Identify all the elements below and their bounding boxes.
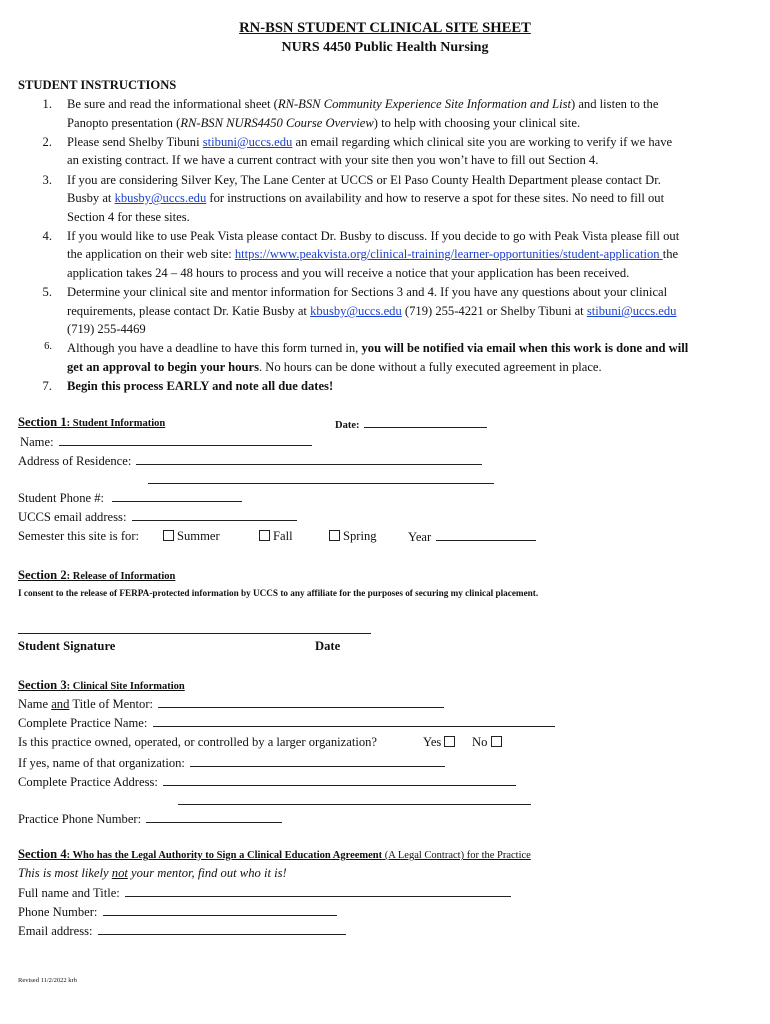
text: ) and listen to the xyxy=(571,97,659,111)
section-title: : Who has the Legal Authority to Sign a Clinical Education Agreement xyxy=(66,850,383,861)
uccs-email-field[interactable] xyxy=(18,509,297,525)
practice-address-blank[interactable] xyxy=(163,774,516,786)
full-name-label: Full name and Title: xyxy=(18,886,123,900)
email-link-stibuni[interactable]: stibuni@uccs.edu xyxy=(586,304,677,318)
item-line: If you would like to use Peak Vista please contact Dr. Busby to discuss. If you decide to go with Peak Vista please fill out xyxy=(67,229,680,243)
item-line xyxy=(67,304,676,319)
item-line xyxy=(67,341,688,356)
section-number: Section 2 xyxy=(18,568,67,582)
revision-note: Revised 11/2/2022 krb xyxy=(18,977,77,984)
option-label: Spring xyxy=(343,529,377,543)
phone-label: Phone Number: xyxy=(18,905,101,919)
signature-label: Student Signature xyxy=(18,639,116,653)
authority-name-field[interactable] xyxy=(18,885,511,901)
fall-checkbox[interactable] xyxy=(259,529,293,544)
ownership-yes[interactable] xyxy=(423,735,458,750)
section-number: Section 3 xyxy=(18,678,67,692)
item-line: Begin this process EARLY and note all due dates! xyxy=(67,379,334,393)
practice-address-blank-2[interactable] xyxy=(178,793,531,805)
email-label: Email address: xyxy=(18,924,96,938)
email-link-kbusby[interactable]: kbusby@uccs.edu xyxy=(310,304,402,318)
practice-phone-label: Practice Phone Number: xyxy=(18,812,145,826)
text: and xyxy=(51,697,70,711)
item-line xyxy=(67,116,580,131)
peakvista-link[interactable]: https://www.peakvista.org/clinical-training/learner-opportunities/student-application xyxy=(234,247,663,261)
ownership-no[interactable] xyxy=(472,735,505,750)
text: Please send Shelby Tibuni xyxy=(67,135,203,149)
notification-note: you will be notified via email when this work is done and will xyxy=(361,341,689,355)
organization-field[interactable] xyxy=(18,755,445,771)
item-line xyxy=(67,135,672,150)
item-number: 2. xyxy=(42,135,52,149)
form-title: RN-BSN STUDENT CLINICAL SITE SHEET xyxy=(239,20,531,36)
year-field[interactable] xyxy=(408,529,536,545)
authority-note xyxy=(18,866,287,881)
item-line: application takes 24 – 48 hours to process and you will receive a notice that your application has been received. xyxy=(67,266,630,280)
presentation-title: RN-BSN NURS4450 Course Overview xyxy=(180,116,374,130)
item-line xyxy=(67,247,678,262)
section-1-heading xyxy=(18,415,165,430)
info-sheet-title: RN-BSN Community Experience Site Information and List xyxy=(277,97,571,111)
text: not xyxy=(111,866,128,880)
address-field-line-2[interactable] xyxy=(146,472,494,488)
text: Be sure and read the informational sheet ( xyxy=(67,97,278,111)
mentor-blank[interactable] xyxy=(158,696,444,708)
name-field[interactable] xyxy=(20,434,312,450)
spring-checkbox[interactable] xyxy=(329,529,377,544)
year-blank[interactable] xyxy=(436,529,536,541)
question-text: Is this practice owned, operated, or controlled by a larger organization? xyxy=(18,735,378,749)
item-number: 6. xyxy=(44,341,52,352)
item-line xyxy=(67,191,664,206)
item-line: If you are considering Silver Key, The Lane Center at UCCS or El Paso County Health Department please contact Dr. xyxy=(67,173,661,187)
instructions-heading: STUDENT INSTRUCTIONS xyxy=(18,78,177,92)
checkbox-icon[interactable] xyxy=(163,530,174,541)
authority-email-field[interactable] xyxy=(18,923,346,939)
practice-phone-blank[interactable] xyxy=(146,811,282,823)
year-label: Year xyxy=(408,530,435,544)
name-blank[interactable] xyxy=(59,434,312,446)
section-title: : Release of Information xyxy=(66,571,176,582)
item-line: (719) 255-4469 xyxy=(67,322,146,336)
item-number: 5. xyxy=(42,285,52,299)
ownership-question xyxy=(18,735,377,750)
practice-name-blank[interactable] xyxy=(153,715,555,727)
section-title: : Student Information xyxy=(66,418,166,429)
date-blank[interactable] xyxy=(364,416,487,428)
phone-label: Student Phone #: xyxy=(18,491,105,505)
item-number: 3. xyxy=(42,173,52,187)
text: Title of Mentor: xyxy=(69,697,157,711)
email-label: UCCS email address: xyxy=(18,510,130,524)
section-3-heading xyxy=(18,678,185,693)
text: your mentor, find out who it is! xyxy=(127,866,287,880)
email-link-stibuni[interactable]: stibuni@uccs.edu xyxy=(202,135,293,149)
authority-phone-field[interactable] xyxy=(18,904,337,920)
signature-line[interactable] xyxy=(18,622,371,634)
approval-note: get an approval to begin your hours xyxy=(67,360,259,374)
section-number: Section 1 xyxy=(18,415,67,429)
item-number: 4. xyxy=(42,229,52,243)
practice-address-label: Complete Practice Address: xyxy=(18,775,162,789)
practice-name-field[interactable] xyxy=(18,715,555,731)
address-field[interactable] xyxy=(18,453,482,469)
text: ) to help with choosing your clinical site. xyxy=(373,116,581,130)
text: an email regarding which clinical site you are working to verify if we have xyxy=(292,135,673,149)
option-label: Summer xyxy=(177,529,220,543)
checkbox-icon[interactable] xyxy=(259,530,270,541)
semester-label: Semester this site is for: xyxy=(18,529,140,543)
item-number: 7. xyxy=(42,379,52,393)
item-number: 1. xyxy=(42,97,52,111)
full-name-blank[interactable] xyxy=(125,885,511,897)
practice-name-label: Complete Practice Name: xyxy=(18,716,151,730)
mentor-field[interactable] xyxy=(18,696,444,712)
section-number: Section 4 xyxy=(18,847,67,861)
section-4-heading xyxy=(18,847,531,862)
text: This is most likely xyxy=(18,866,112,880)
option-label: Fall xyxy=(273,529,293,543)
text: Name xyxy=(18,697,52,711)
option-label: No xyxy=(472,735,488,749)
student-phone-field[interactable] xyxy=(18,490,242,506)
text: Panopto presentation ( xyxy=(67,116,181,130)
checkbox-icon[interactable] xyxy=(491,736,502,747)
text: requirements, please contact Dr. Katie Busby at xyxy=(67,304,311,318)
checkbox-icon[interactable] xyxy=(329,530,340,541)
text: the xyxy=(662,247,679,261)
practice-address-field[interactable] xyxy=(18,774,516,790)
item-line xyxy=(67,360,602,375)
item-line: Section 4 for these sites. xyxy=(67,210,190,224)
section-2-heading xyxy=(18,568,175,583)
item-line: an existing contract. If we have a current contract with your site then you won’t have to fill out Section 4. xyxy=(67,153,599,167)
section-title: : Clinical Site Information xyxy=(66,681,185,692)
item-line xyxy=(67,97,658,112)
checkbox-icon[interactable] xyxy=(444,736,455,747)
email-link-kbusby[interactable]: kbusby@uccs.edu xyxy=(114,191,207,205)
organization-label: If yes, name of that organization: xyxy=(18,756,189,770)
address-blank[interactable] xyxy=(136,453,482,465)
phone-blank[interactable] xyxy=(103,904,337,916)
address-blank-2[interactable] xyxy=(148,472,494,484)
date-field[interactable] xyxy=(335,416,487,431)
text: Busby at xyxy=(67,191,115,205)
text: (719) 255-4221 or Shelby Tibuni at xyxy=(401,304,587,318)
email-blank[interactable] xyxy=(98,923,346,935)
practice-phone-field[interactable] xyxy=(18,811,282,827)
item-line: Determine your clinical site and mentor information for Sections 3 and 4. If you have any questions about your clinical xyxy=(67,285,668,299)
organization-blank[interactable] xyxy=(190,755,445,767)
option-label: Yes xyxy=(423,735,442,749)
phone-blank[interactable] xyxy=(112,490,242,502)
text: for instructions on availability and how to reserve a spot for these sites. No need to fill out xyxy=(206,191,665,205)
signature-date-label: Date xyxy=(315,639,341,653)
ferpa-consent: I consent to the release of FERPA-protected information by UCCS to any affiliate for the purposes of securing my clinical placement. xyxy=(18,588,539,598)
practice-address-line-2[interactable] xyxy=(176,793,531,809)
summer-checkbox[interactable] xyxy=(163,529,220,544)
text: . No hours can be done without a fully executed agreement in place. xyxy=(258,360,602,374)
address-label: Address of Residence: xyxy=(18,454,135,468)
name-label: Name: xyxy=(20,435,57,449)
text: Although you have a deadline to have this form turned in, xyxy=(67,341,362,355)
date-label: Date: xyxy=(335,420,363,431)
section-title-tail: (A Legal Contract) for the Practice xyxy=(382,850,531,861)
form-subtitle: NURS 4450 Public Health Nursing xyxy=(281,40,489,55)
text: the application on their web site: xyxy=(67,247,235,261)
email-blank[interactable] xyxy=(132,509,297,521)
